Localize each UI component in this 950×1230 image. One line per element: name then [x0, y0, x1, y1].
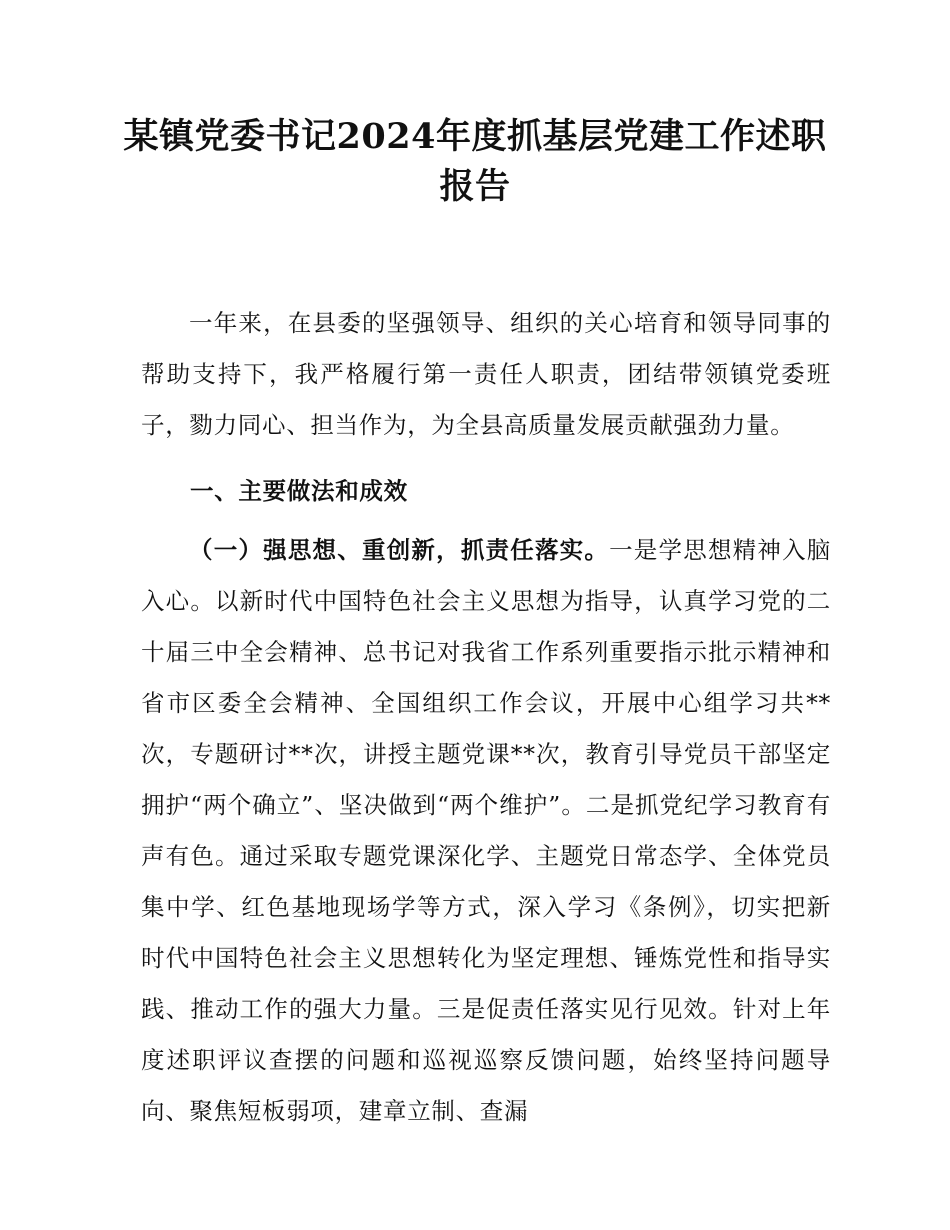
title-line-2: 报告	[439, 166, 511, 207]
subsection-body-1: 一是学思想精神入脑入心。以新时代中国特色社会主义思想为指导，认真学习党的二十届三中全会精神、总书记对我省工作系列重要指示批示精神和省市区委全会精神、全国组织工作会议，开展中心组学习共**次，专题研讨**次，讲授主题党课**次，教育引导党员干部坚定拥护“两个确立”、坚决做到“两个维护”。二是抓党纪学习教育有声有色。通过采取专题党课深化学、主题党日常态学、全体党员集中学、红色基地现场学等方式，深入学习《条例》，切实把新时代中国特色社会主义思想转化为坚定理想、锤炼党性和指导实践、推动工作的强大力量。三是促责任落实见行见效。针对上年度述职评议查摆的问题和巡视巡察反馈问题，始终坚持问题导向、聚焦短板弱项，建章立制、查漏	[141, 536, 831, 1125]
intro-paragraph: 一年来，在县委的坚强领导、组织的关心培育和领导同事的帮助支持下，我严格履行第一责任人职责，团结带领镇党委班子，勠力同心、担当作为，为全县高质量发展贡献强劲力量。	[141, 309, 831, 439]
title-line-1: 某镇党委书记2024年度抓基层党建工作述职	[123, 116, 827, 157]
subsection-heading-1: （一）强思想、重创新，抓责任落实。	[189, 536, 610, 564]
document-title	[120, 112, 830, 212]
subsection-paragraph-1	[141, 525, 831, 1137]
section-heading-1: 一、主要做法和成效	[190, 477, 408, 505]
